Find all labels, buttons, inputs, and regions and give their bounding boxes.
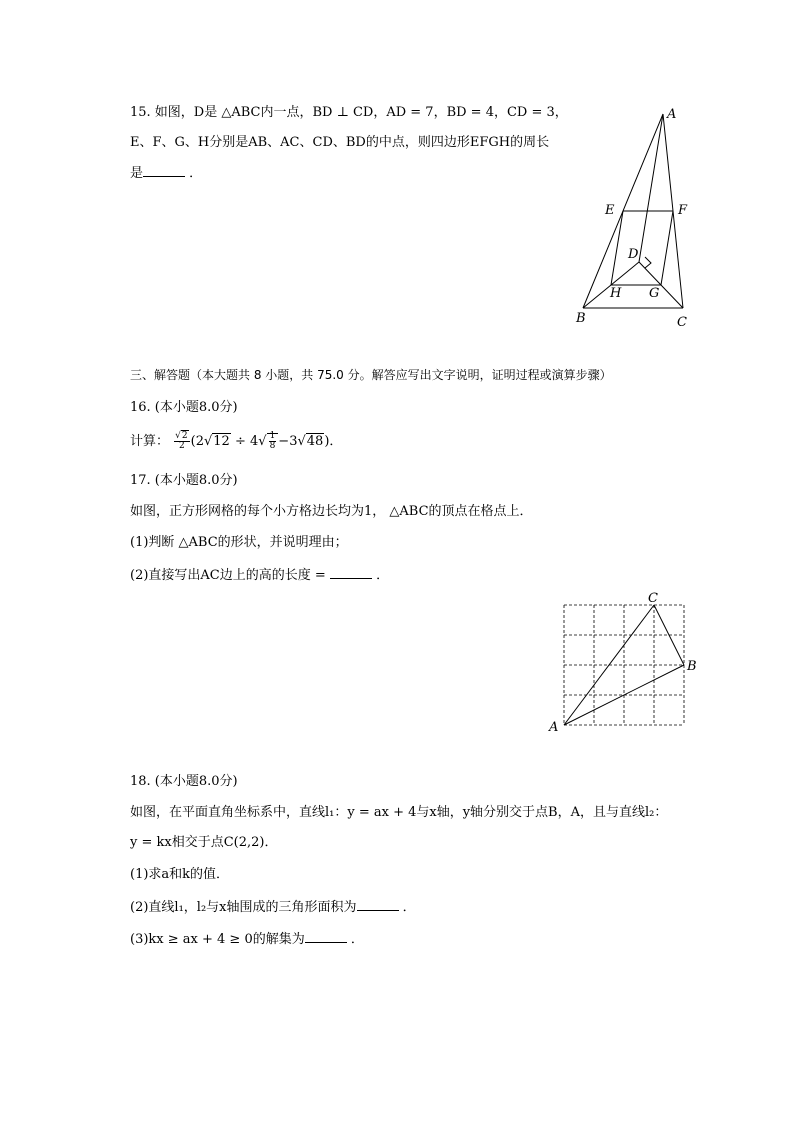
q16-expression: 计算： $\frac{√2}{2}$ (2√12 ÷ 4√ $\frac{1}{8}$ −3√48)． (130, 431, 343, 451)
edge-CD (639, 262, 683, 308)
label-C: C (677, 315, 687, 330)
q15-line-3 (130, 164, 202, 183)
edge-FG (661, 211, 673, 285)
sqrt2-radicand: 2 (181, 431, 188, 441)
q15-line-1: 15. 如图，D是 △ABC内一点，BD ⊥ CD，AD = 7，BD = 4，CD = 3， (130, 105, 568, 120)
q15-line-2: E、F、G、H分别是AB、AC、CD、BD的中点，则四边形EFGH的周长 (130, 135, 550, 150)
q18-line-4-end: ． (402, 900, 416, 915)
frac-denominator: 8 (269, 441, 276, 451)
q17-line-3 (130, 566, 389, 585)
q15-line-3-end: ． (189, 166, 203, 181)
q18-line-4-text: (2)直线l₁，l₂与x轴围成的三角形面积为 (130, 900, 357, 915)
triangle-edge-AB (564, 665, 684, 725)
answer-blank (143, 164, 185, 177)
q16-part-c: −3 (278, 434, 298, 449)
grid-label-B: B (687, 659, 697, 674)
q17-line-2: (1)判断 △ABC的形状，并说明理由； (130, 535, 348, 550)
label-F: F (678, 203, 688, 218)
q16-part-b: ÷ 4 (230, 434, 259, 449)
q16-header: 16. (本小题8.0分) (130, 400, 238, 415)
edge-AB (583, 114, 663, 308)
q16-prefix: 计算： (130, 434, 170, 449)
edge-HE (611, 211, 623, 285)
q17-line-1: 如图，正方形网格的每个小方格边长均为1， △ABC的顶点在格点上． (130, 504, 533, 519)
answer-blank (330, 566, 372, 579)
answer-blank (305, 930, 347, 943)
q18-line-2: y = kx相交于点C(2,2)． (130, 835, 278, 850)
q16-part-d: )． (324, 434, 343, 449)
q18-header: 18. (本小题8.0分) (130, 774, 238, 789)
q15-line-3-text: 是 (130, 166, 144, 181)
q18-line-5-text: (3)kx ≥ ax + 4 ≥ 0的解集为 (130, 932, 305, 947)
edge-BD (583, 262, 639, 308)
right-angle-mark (645, 257, 651, 268)
sqrt48-radicand: 48 (306, 434, 324, 449)
label-H: H (610, 286, 622, 301)
sqrt12-radicand: 12 (213, 434, 230, 449)
label-E: E (605, 203, 615, 218)
label-D: D (628, 247, 639, 262)
q17-line-3-text: (2)直接写出AC边上的高的长度 = (130, 568, 330, 583)
label-G: G (649, 286, 660, 301)
q17-line-3-end: ． (376, 568, 390, 583)
q18-line-5-end: ． (350, 932, 364, 947)
grid-lines (564, 605, 684, 725)
edge-AD (639, 114, 663, 262)
q16-part-a: (2 (190, 434, 204, 449)
label-A: A (667, 107, 677, 122)
edge-AC (663, 114, 683, 308)
fraction-denominator: 2 (179, 441, 185, 451)
frac-numerator: 1 (269, 431, 276, 441)
fraction-sqrt2-over-2: $\frac{√2}{2}$ (175, 431, 188, 451)
q18-line-1: 如图，在平面直角坐标系中，直线l₁：y = ax + 4与x轴，y轴分别交于点B，A，且与直线l₂： (130, 805, 668, 820)
q18-line-5 (130, 930, 364, 949)
answer-blank (357, 898, 399, 911)
q18-line-3: (1)求a和k的值． (130, 867, 230, 882)
section-heading: 三、解答题（本大题共 8 小题，共 75.0 分。解答应写出文字说明，证明过程或演算步骤） (130, 368, 612, 382)
sqrt-fraction (267, 433, 279, 449)
grid-label-A: A (549, 720, 559, 735)
triangle-edge-AC (564, 605, 654, 725)
triangle-edge-CB (654, 605, 684, 665)
q17-header: 17. (本小题8.0分) (130, 473, 238, 488)
grid-label-C: C (648, 591, 658, 606)
q18-line-4 (130, 898, 416, 917)
label-B: B (576, 311, 586, 326)
